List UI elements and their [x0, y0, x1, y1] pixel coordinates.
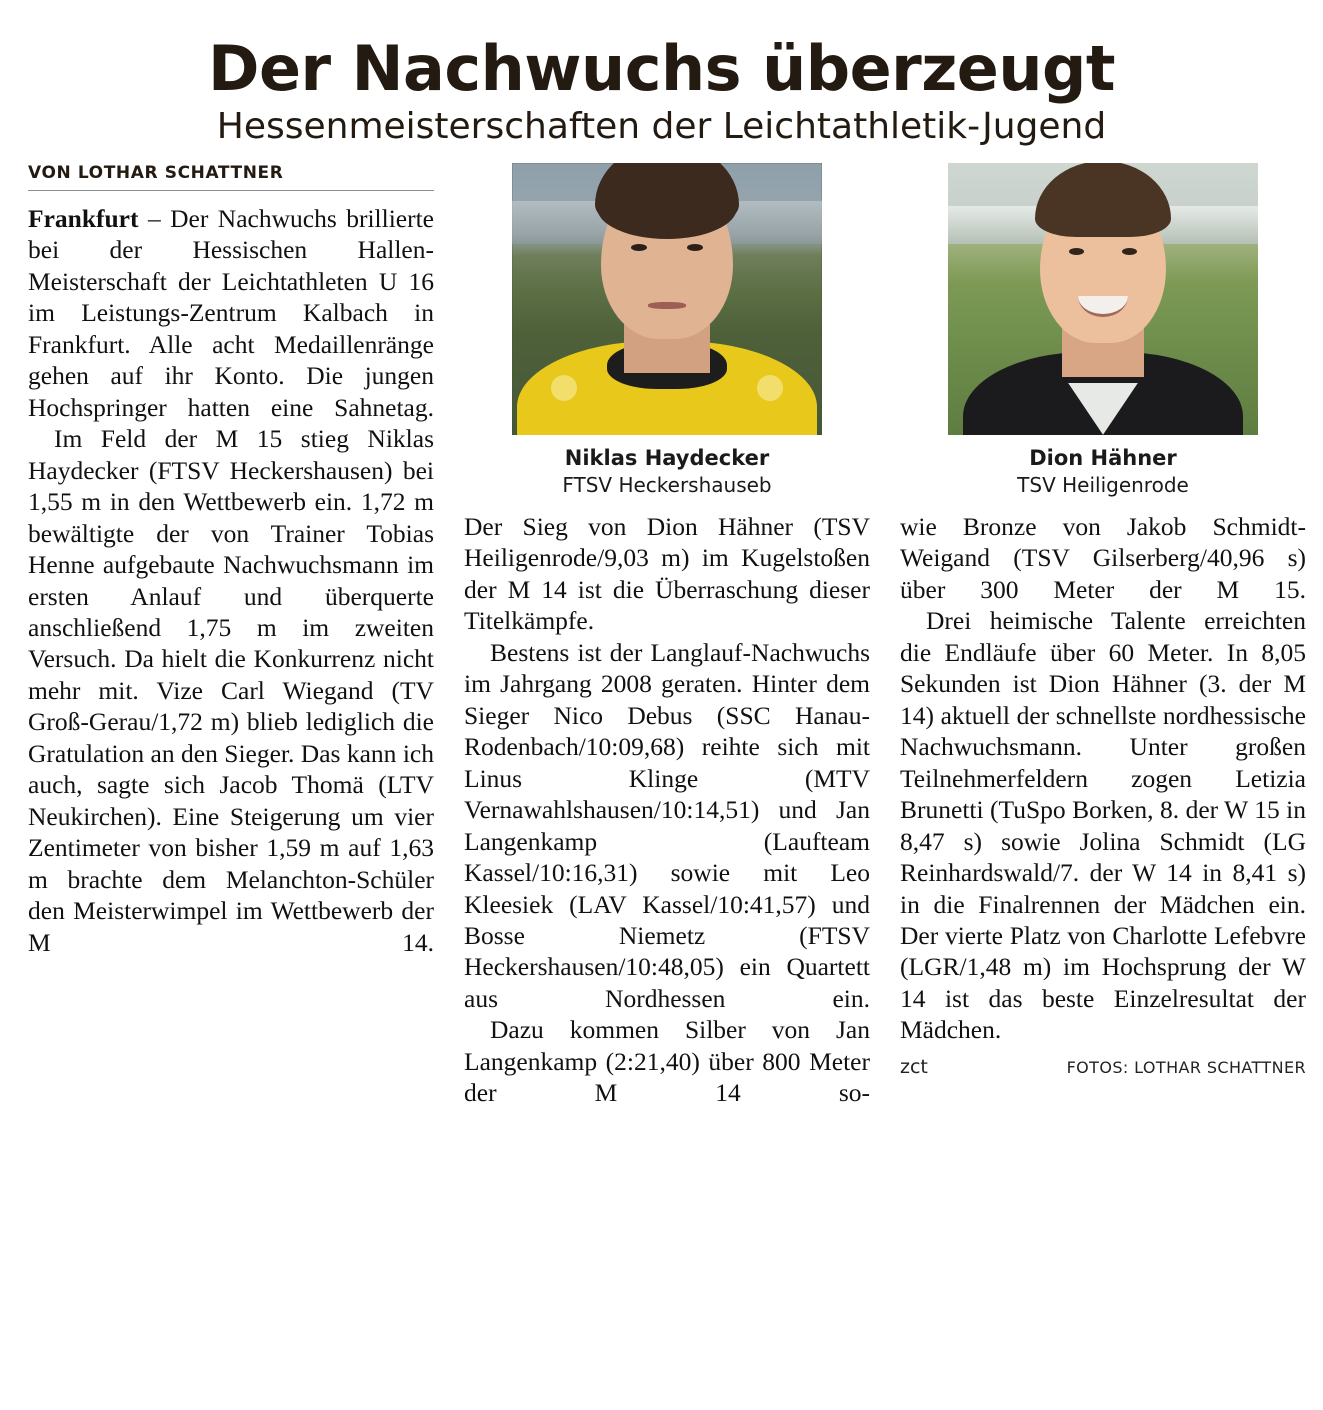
- paragraph: wie Bronze von Jakob Schmidt-Weigand (TSV Gilserberg/40,96 s) über 300 Meter der M 15.: [900, 511, 1306, 604]
- page-title: Der Nachwuchs überzeugt: [207, 32, 1116, 105]
- article-column-1: [28, 163, 434, 959]
- photo-credit: FOTOS: LOTHAR SCHATTNER: [1066, 1057, 1306, 1077]
- photo-eye-right: [1122, 248, 1137, 255]
- photo-eye-left: [1069, 248, 1084, 255]
- page-subtitle: Hessenmeisterschaften der Leichtathletik-Jugend: [216, 106, 1107, 148]
- paragraph-lead: [28, 203, 434, 423]
- photo-block-niklas-haydecker: [464, 163, 870, 497]
- paragraph: Drei heimische Talente erreichten die Endläufe über 60 Meter. In 8,05 Sekunden ist Dion Hähner (3. der M 14) aktuell der schnellste nordhessische Nachwuchsmann. Unter großen Teilnehmerfeldern zogen Letizia Brunetti (TuSpo Borken, 8. der W 15 in 8,47 s) sowie Jolina Schmidt (LG Reinhardswald/7. der W 14 in 8,41 s) in die Finalrennen der Mädchen ein. Der vierte Platz von Charlotte Lefebvre (LGR/1,48 m) im Hochsprung der W 14 ist das beste Einzelresultat der Mädchen.: [900, 606, 1306, 1045]
- photo-dion-haehner: [948, 163, 1258, 435]
- article-footer: [900, 1056, 1306, 1078]
- author-signature: zct: [900, 1055, 928, 1078]
- article-column-3: [900, 163, 1306, 1078]
- paragraph: Dazu kommen Silber von Jan Langenkamp (2:21,40) über 800 Meter der M 14 so-: [464, 1015, 870, 1108]
- article-column-2: [464, 163, 870, 1109]
- photo-mouth: [648, 302, 686, 309]
- photo-niklas-haydecker: [512, 163, 822, 435]
- photo-eye-left: [631, 244, 647, 251]
- photo-caption-club: FTSV Heckershauseb: [562, 472, 772, 497]
- lead-dash: –: [138, 203, 171, 233]
- lead-city: Frankfurt: [28, 203, 139, 233]
- paragraph: Der Sieg von Dion Hähner (TSV Heiligenrode/9,03 m) im Kugelstoßen der M 14 ist die Überraschung dieser Titelkämpfe.: [464, 511, 870, 636]
- article-columns: [28, 162, 1306, 1109]
- photo-caption-name: Dion Hähner: [1029, 445, 1177, 470]
- byline: VON LOTHAR SCHATTNER: [28, 163, 434, 191]
- photo-eye-right: [687, 244, 703, 251]
- lead-text: Der Nachwuchs brillierte bei der Hessischen Hallen-Meisterschaft der Leichtathleten U 16 im Leistungs-Zentrum Kalbach in Frankfurt. Alle acht Medaillenränge gehen auf ihr Konto. Die jungen Hochspringer hatten eine Sahnetag.: [28, 203, 435, 422]
- paragraph: Im Feld der M 15 stieg Niklas Haydecker (FTSV Heckershausen) bei 1,55 m in den Wettbewerb ein. 1,72 m bewältigte der von Trainer Tobias Henne aufgebaute Nachwuchsmann im ersten Anlauf und überquerte anschließend 1,75 m im zweiten Versuch. Da hielt die Konkurrenz nicht mehr mit. Vize Carl Wiegand (TV Groß-Gerau/1,72 m) blieb lediglich die Gratulation an den Sieger. Das kann ich auch, sagte sich Jacob Thomä (LTV Neukirchen). Eine Steigerung um vier Zentimeter von bisher 1,59 m auf 1,63 m brachte dem Melanchton-Schüler den Meisterwimpel im Wettbewerb der M 14.: [28, 424, 434, 957]
- photo-caption-club: TSV Heiligenrode: [1017, 472, 1189, 497]
- paragraph: Bestens ist der Langlauf-Nachwuchs im Jahrgang 2008 geraten. Hinter dem Sieger Nico Debus (SSC Hanau-Rodenbach/10:09,68) reihte sich mit Linus Klinge (MTV Vernawahlshausen/10:14,51) und Jan Langenkamp (Laufteam Kassel/10:16,31) sowie mit Leo Kleesiek (LAV Kassel/10:41,57) und Bosse Niemetz (FTSV Heckershausen/10:48,05) ein Quartett aus Nordhessen ein.: [464, 637, 870, 1013]
- photo-block-dion-haehner: [900, 163, 1306, 497]
- photo-caption-name: Niklas Haydecker: [564, 445, 770, 470]
